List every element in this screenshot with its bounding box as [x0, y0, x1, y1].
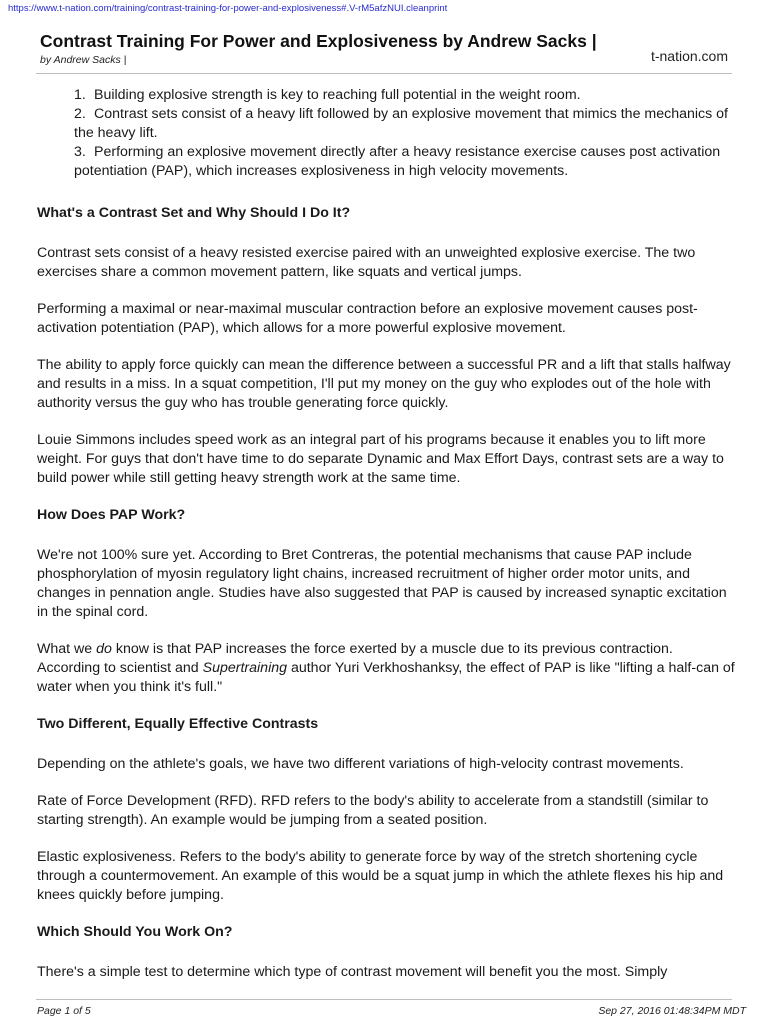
- section-heading: Which Should You Work On?: [37, 924, 233, 940]
- paragraph: Louie Simmons includes speed work as an integral part of his programs because it enables you to lift more weight. For guys that don't have time to do separate Dynamic and Max Effort Days, contrast sets are a way to build power while still getting heavy strength work at the same time.: [37, 432, 724, 486]
- section-heading: How Does PAP Work?: [37, 507, 186, 523]
- summary-number: 1.: [74, 87, 86, 103]
- text-run: know is that PAP increases the force exerted by a muscle due to its previous contraction. According to scientist and: [37, 641, 673, 676]
- summary-text: Performing an explosive movement directly after a heavy resistance exercise causes post activation potentiation (PAP), which increases explosiveness in high velocity movements.: [74, 144, 721, 179]
- text-run: author Yuri Verkhoshanksy, the effect of PAP is like "lifting a half-can of water when you think it's full.": [37, 660, 735, 695]
- header-divider: [36, 73, 732, 74]
- text-run: What we: [37, 641, 97, 657]
- section-heading: What's a Contrast Set and Why Should I Do It?: [37, 205, 351, 221]
- paragraph: There's a simple test to determine which type of contrast movement will benefit you the most. Simply: [37, 964, 668, 980]
- summary-text: Building explosive strength is key to reaching full potential in the weight room.: [94, 87, 581, 103]
- summary-list: [37, 86, 737, 181]
- summary-item: [74, 143, 737, 181]
- book-title: Supertraining: [202, 660, 288, 676]
- summary-number: 3.: [74, 144, 86, 160]
- summary-text: Contrast sets consist of a heavy lift followed by an explosive movement that mimics the mechanics of the heavy lift.: [74, 106, 728, 141]
- summary-number: 2.: [74, 106, 86, 122]
- article-title: Contrast Training For Power and Explosiveness by Andrew Sacks |: [40, 31, 597, 51]
- summary-item: [74, 86, 737, 105]
- page-number: Page 1 of 5: [37, 1005, 91, 1017]
- emphasis-text: do: [96, 641, 112, 657]
- paragraph: Depending on the athlete's goals, we have two different variations of high-velocity contrast movements.: [37, 756, 684, 772]
- paragraph: The ability to apply force quickly can mean the difference between a successful PR and a lift that stalls halfway and results in a miss. In a squat competition, I'll put my money on the guy who explodes out of the hole with authority versus the guy who has trouble generating force quickly.: [37, 357, 731, 411]
- paragraph: We're not 100% sure yet. According to Bret Contreras, the potential mechanisms that cause PAP include phosphorylation of myosin regulatory light chains, increased recruitment of higher order motor units, and changes in pennation angle. Studies have also suggested that PAP is caused by increased synaptic excitation in the spinal cord.: [37, 547, 727, 620]
- print-timestamp: Sep 27, 2016 01:48:34PM MDT: [598, 1005, 746, 1017]
- byline: by Andrew Sacks |: [40, 54, 127, 66]
- section-heading: Two Different, Equally Effective Contrasts: [37, 716, 319, 732]
- site-name: t-nation.com: [650, 48, 728, 64]
- source-url[interactable]: https://www.t-nation.com/training/contrast-training-for-power-and-explosiveness#.V-rM5afzNUI.cleanprint: [8, 3, 448, 14]
- paragraph: Contrast sets consist of a heavy resisted exercise paired with an unweighted explosive exercise. The two exercises share a common movement pattern, like squats and vertical jumps.: [37, 245, 696, 280]
- paragraph: [37, 640, 737, 697]
- paragraph: Performing a maximal or near-maximal muscular contraction before an explosive movement causes post-activation potentiation (PAP), which allows for a more powerful explosive movement.: [37, 301, 698, 336]
- summary-item: [74, 105, 737, 143]
- article-body: [37, 86, 737, 1000]
- footer-divider: [36, 999, 732, 1000]
- paragraph: Rate of Force Development (RFD). RFD refers to the body's ability to accelerate from a standstill (similar to starting strength). An example would be jumping from a seated position.: [37, 793, 709, 828]
- paragraph: Elastic explosiveness. Refers to the body's ability to generate force by way of the stretch shortening cycle through a countermovement. An example of this would be a squat jump in which the athlete flexes his hip and knees quickly before jumping.: [37, 849, 724, 903]
